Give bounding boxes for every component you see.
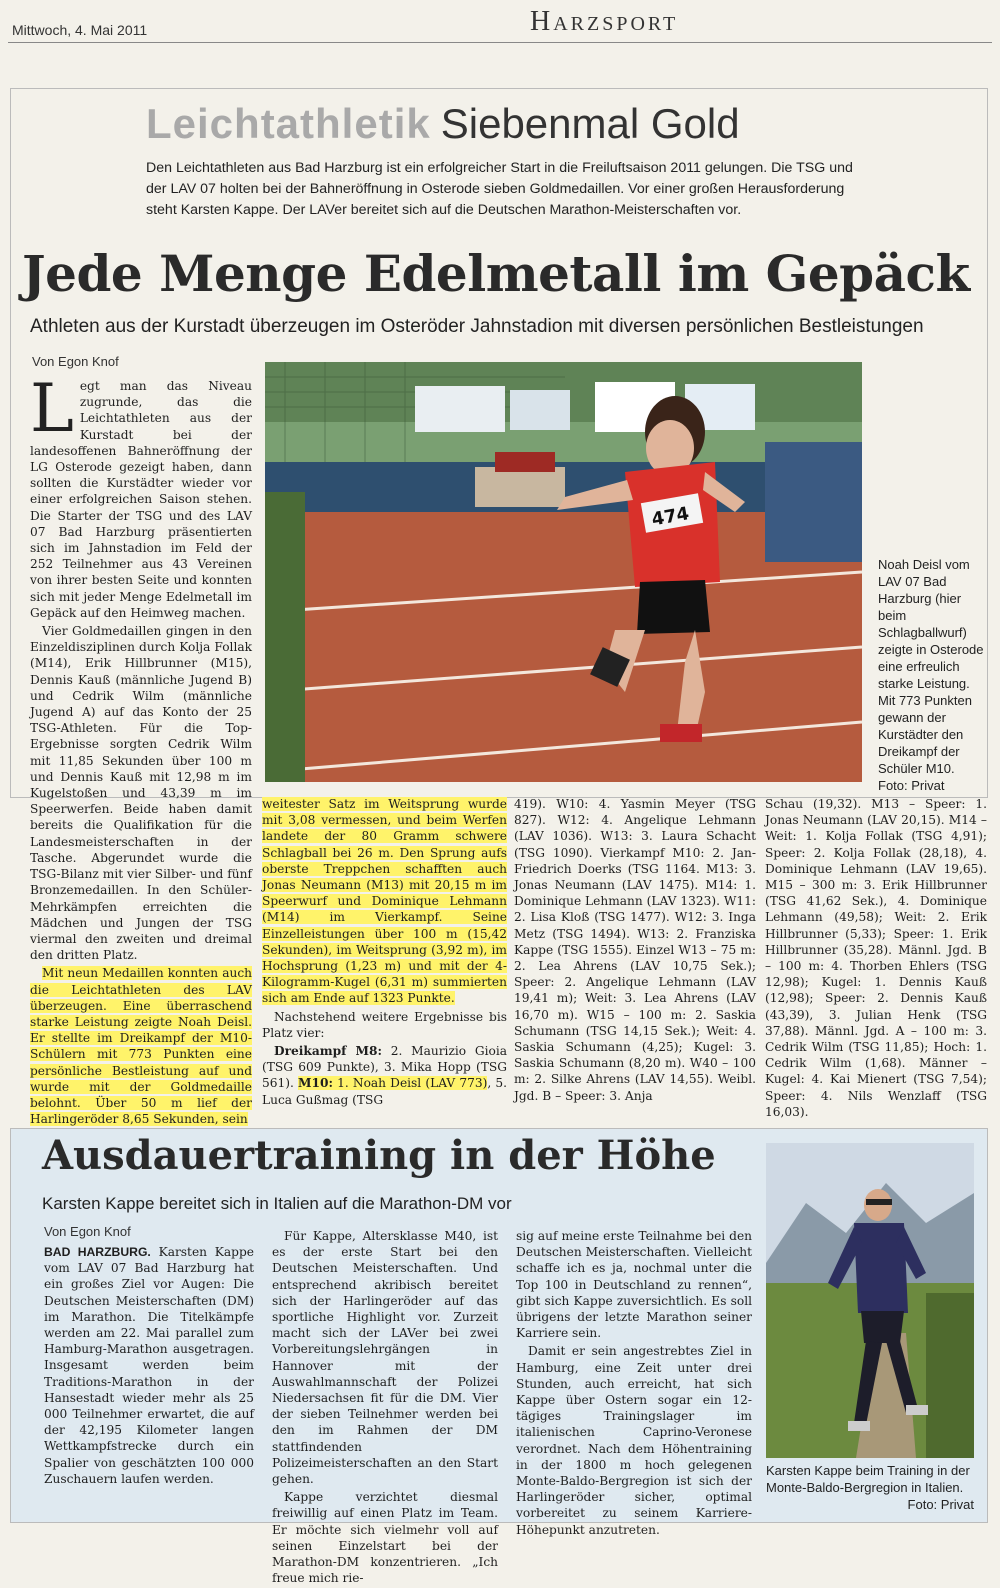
masthead-rule: [8, 42, 992, 43]
athlete-photo-image: [265, 362, 862, 782]
results-start: Dreikampf M8: 2. Maurizio Gioia (TSG 609 Punkte), 3. Mika Hopp (TSG 561). M10: 1. Noah Deisl (LAV 773), 5. Luca Gußmag (TSG: [262, 1044, 508, 1107]
photo-credit: Foto: Privat: [907, 1497, 974, 1512]
drop-cap: L: [30, 370, 74, 447]
runner-photo-image: [766, 1143, 974, 1458]
bib-number: 474: [650, 503, 691, 531]
paragraph: BAD HARZBURG. Karsten Kappe vom LAV 07 Bad Harzburg hat ein großes Ziel vor Augen: Die Deutschen Meisterschaften (DM) im Marathon. Die Titelkämpfe werden am 22. Mai parallel zum Hamburg-Marathon ausgetragen. Insgesamt werden beim Traditions-Marathon in der Hansestadt wieder mehr als 25 000 Teilnehmer erwartet, die auf der 42,195 Kilometer langen Wettkampfstrecke durch ein Spalier von geschätzten 100 000 Zuschauern laufen werden.: [44, 1245, 254, 1486]
intro-text: Den Leichtathleten aus Bad Harzburg ist ein erfolgreicher Start in die Freiluftsaison 2011 gelungen. Die TSG und der LAV 07 holten bei der Bahneröffnung in Osterode sieben Goldmedaillen. Vor einer großen Herausforderung steht Karsten Kappe. Der LAVer bereitet sich auf die Deutschen Marathon-Meisterschaften vor.: [146, 160, 853, 218]
paragraph: Nachstehend weitere Ergebnisse bis Platz vier:: [262, 1009, 507, 1040]
paragraph: Kappe verzichtet diesmal freiwillig auf einen Platz im Team. Er möchte sich vielmehr voll auf seinen Einzelstart bei der Marathon-DM konzentrieren. „Ich freue mich rie-: [272, 1490, 498, 1586]
masthead: [0, 0, 1000, 48]
athlete-photo: [265, 362, 862, 782]
paragraph: Vier Goldmedaillen gingen in den Einzeldisziplinen durch Kolja Follak (M14), Erik Hillbrunner (M15), Dennis Kauß (männliche Jugend B) und Cedrik Wilm (männliche Jugend A) auf das Konto der 25 TSG-Athleten. Für die Top-Ergebnisse sorgten Cedrik Wilm mit 11,85 Sekunden über 100 m und Dennis Kauß mit 12,98 m im Kugelstoßen und 43,39 m im Speerwerfen. Beide haben damit bereits die Qualifikation für die Landesmeisterschaften in der Tasche. Abgerundet wurde die TSG-Bilanz mit vier Silber- und fünf Bronzemedaillen. In den Schüler-Mehrkämpfen erreichten die Mädchen und Jungen der TSG viermal den zweiten und dreimal den dritten Platz.: [30, 624, 252, 963]
article-column-2: [262, 796, 507, 1110]
article-subhead: Athleten aus der Kurstadt überzeugen im Osteröder Jahnstadion mit diversen persönlichen Bestleistungen: [30, 316, 924, 337]
paragraph: sig auf meine erste Teilnahme bei den Deutschen Meisterschaften. Vielleicht schaffe ich es ja, nochmal unter die Top 100 in Deutschland zu rennen“, gibt sich Kappe zuversichtlich. Es soll übrigens der letzte Marathon seiner Karriere sein.: [516, 1229, 752, 1341]
kicker-title: Siebenmal Gold: [440, 100, 740, 147]
article-byline: Von Egon Knof: [32, 354, 119, 369]
photo-caption: Noah Deisl vom LAV 07 Bad Harzburg (hier beim Schlagballwurf) zeigte in Osterode eine erfreulich starke Leistung. Mit 773 Punkten gewann der Kurstädter den Dreikampf der Schüler M10. Foto: Privat: [878, 557, 984, 793]
paragraph: Legt man das Niveau zugrunde, das die Leichtathleten aus der Kurstadt bei der landesoffenen Bahneröffnung der LG Osterode gezeigt haben, dann sollten die Kurstädter wieder vor einer erfolgreichen Saison stehen. Die Starter der TSG und des LAV 07 Bad Harzburg präsentierten sich im Jahnstadion im Feld der 252 Teilnehmer aus 43 Vereinen von ihrer besten Seite und konnten sich mit jeder Menge Edelmetall im Gepäck auf den Heimweg machen.: [30, 370, 252, 620]
article2-column-3: [516, 1228, 752, 1540]
paragraph: Damit er sein angestrebtes Ziel in Hamburg, eine Zeit unter drei Stunden, auch erreicht, hat sich Kappe über Ostern sogar ein 12-tägiges Trainingslager im italienischen Caprino-Veronese verordnet. Nach dem Höhentraining in der 1800 m hoch gelegenen Monte-Baldo-Bergregion ist sich der Harlingeröder sicher, optimal vorbereitet zu seinem Karriere-Höhepunkt anzutreten.: [516, 1344, 752, 1537]
caption-text: Karsten Kappe beim Training in der Monte-Baldo-Bergregion in Italien.: [766, 1463, 970, 1495]
kicker-topic: Leichtathletik: [146, 100, 431, 147]
issue-date: Mittwoch, 4. Mai 2011: [12, 22, 148, 38]
article2-column-2: [272, 1228, 498, 1588]
paragraph: Für Kappe, Altersklasse M40, ist es der erste Start bei den Deutschen Meisterschaften. Und entsprechend akribisch bereitet sich der Harlingeröder auf das sportliche Highlight vor. Zurzeit macht sich der LAVer bei zwei Vorbereitungslehrgängen in Hannover mit der Auswahlmannschaft der Polizei Niedersachsen fit für die DM. Vier der sieben Teilnehmer werden bei den im Rahmen der DM stattfindenden Polizeimeisterschaften an den Start gehen.: [272, 1229, 498, 1487]
section-title: Harzsport: [530, 6, 679, 37]
article2-headline: Ausdauertraining in der Höhe: [42, 1132, 716, 1179]
article-column-1: [30, 370, 252, 1129]
paragraph-highlighted: weitester Satz im Weitsprung wurde mit 3,08 vermessen, und beim Werfen landete der 80 Gramm schwere Schlagball bei 26 m. Den Sprung aufs oberste Treppchen schafften auch Jonas Neumann (M13) mit 20,15 m im Speerwurf und Dominique Lehmann (M14) im Vierkampf. Seine Einzelleistungen über 100 m (15,42 Sekunden), im Weitsprung (3,92 m), im Hochsprung (1,23 m) und mit der 4-Kilogramm-Kugel (6,31 m) summierten sich am Ende auf 1323 Punkte.: [262, 797, 507, 1006]
article2-subhead: Karsten Kappe bereitet sich in Italien auf die Marathon-DM vor: [42, 1194, 512, 1213]
results-column-4: Schau (19,32). M13 – Speer: 1. Jonas Neumann (LAV 20,15). M14 – Weit: 1. Kolja Follak (TSG 4,91); Speer: 2. Kolja Follak (28,18), 4. Dominique Lehmann (LAV 19,65). M15 – 300 m: 3. Erik Hillbrunner (TSG 41,62 Sek.), 4. Dominique Lehmann (49,58); Weit: 2. Erik Hillbrunner (5,33); Speer: 1. Erik Hillbrunner (35,28). Männl. Jgd. B – 100 m: 4. Thorben Ehlers (TSG 12,98); Kugel: 1. Dennis Kauß (12,98); Speer: 2. Dennis Kauß (43,39), 3. Julian Henk (TSG 37,88). Männl. Jgd. A – 100 m: 3. Cedrik Wilm (TSG 11,85); Hoch: 1. Cedrik Wilm (1,68). Männer – Kugel: 4. Kai Mienert (TSG 7,54); Speer: 4. Nils Wenzlaff (TSG 16,03).: [765, 797, 987, 1119]
runner-photo: [766, 1143, 974, 1458]
article-headline: Jede Menge Edelmetall im Gepäck: [22, 244, 970, 303]
paragraph-highlighted: Mit neun Medaillen konnten auch die Leichtathleten des LAV überzeugen. Eine überraschend starke Leistung zeigte Noah Deisl. Er stellte im Dreikampf der M10-Schülern mit 773 Punkten eine persönliche Bestleistung auf und wurde mit der Goldmedaille belohnt. Über 50 m lief der Harlingeröder 8,65 Sekunden, sein: [30, 966, 252, 1127]
topic-kicker: [146, 100, 740, 148]
runner-photo-caption: [766, 1462, 974, 1513]
article2-column-1: [44, 1244, 254, 1489]
results-column-3: 419). W10: 4. Yasmin Meyer (TSG 827). W12: 4. Angelique Lehmann (LAV 1036). W13: 3. Laura Schacht (TSG 1090). Vierkampf M10: 2. Jan-Friedrich Doerks (TSG 1164. M13: 3. Jonas Neumann (LAV 1475). M14: 1. Dominique Lehmann (LAV 1323). W11: 2. Lisa Kloß (TSG 1477). W12: 3. Inga Metz (TSG 1494). W13: 2. Franziska Kappe (TSG 1555). Einzel W13 – 75 m: 2. Lea Ahrens (LAV 10,75 Sek.); Speer: 2. Angelique Lehmann (LAV 19,41 m); Weit: 3. Lea Ahrens (LAV 16,70 m). W15 – 100 m: 2. Saskia Schumann (TSG 14,15 Sek.); Weit: 4. Saskia Schumann (4,25); Kugel: 3. Saskia Schumann (8,20 m). W40 – 100 m: 2. Silke Ahrens (LAV 14,55). Weibl. Jgd. B – Speer: 3. Anja: [514, 797, 756, 1103]
article2-byline: Von Egon Knof: [44, 1224, 131, 1239]
